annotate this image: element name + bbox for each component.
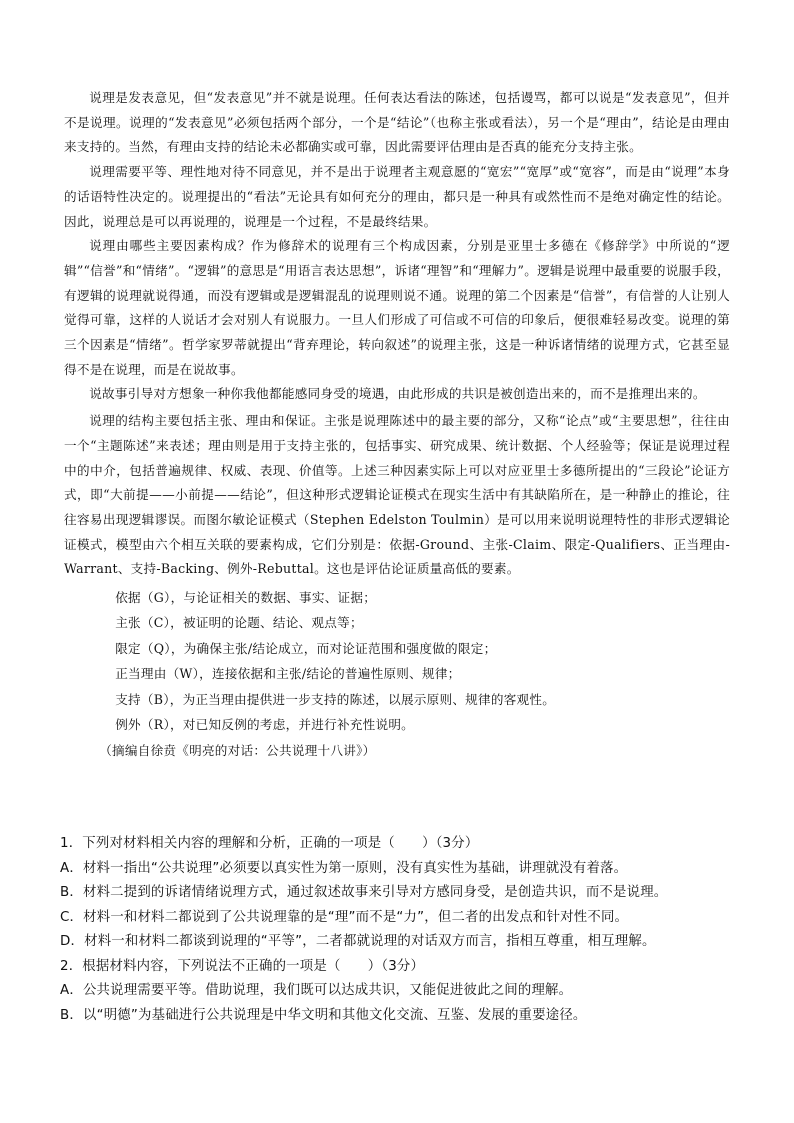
answer-option-a: A．公共说理需要平等。借助说理，我们既可以达成共识，又能促进彼此之间的理解。	[60, 983, 573, 998]
answer-option-a: A．材料一指出“公共说理”必须要以真实性为第一原则，没有真实性为基础，讲理就没有着落。	[60, 860, 628, 876]
definition-item: 依据（G），与论证相关的数据、事实、证据；	[115, 590, 377, 606]
passage-paragraph: 说理是发表意见，但“发表意见”并不就是说理。任何表达看法的陈述，包括谩骂，都可以说是“发表意见”，但并不是说理。说理的“发表意见”必须包括两个部分，一个是“结论”（也称主张或看法），另一个是“理由”，结论是由理由来支持的。当然，有理由支持的结论未必都确实或可靠，因此需要评估理由是否真的能充分支持主张。	[64, 90, 730, 155]
definition-item: 支持（B），为正当理由提供进一步支持的陈述，以展示原则、规律的客观性。	[115, 691, 556, 707]
answer-option-b: B．以“明德”为基础进行公共说理是中华文明和其他文化交流、互鉴、发展的重要途径。	[60, 1007, 587, 1023]
reading-passage	[64, 86, 730, 763]
passage-paragraph: 说理需要平等、理性地对待不同意见，并不是出于说理者主观意愿的“宽宏”“宽厚”或“宽容”，而是由“说理”本身的话语特性决定的。说理提出的“看法”无论具有如何充分的理由，都只是一种具有或然性而不是绝对确定性的结论。因此，说理总是可以再说理的，说理是一个过程，不是最终结果。	[64, 164, 730, 229]
question-section	[60, 832, 736, 1028]
question-1	[60, 832, 736, 955]
question-stem: 1．下列对材料相关内容的理解和分析，正确的一项是（ ）（3分）	[60, 836, 479, 851]
source-citation: （摘编自徐贲《明亮的对话：公共说理十八讲》）	[99, 742, 376, 758]
answer-option-c: C．材料一和材料二都说到了公共说理靠的是“理”而不是“力”，但二者的出发点和针对性不同。	[60, 909, 629, 925]
passage-paragraph: 说理的结构主要包括主张、理由和保证。主张是说理陈述中的最主要的部分，又称“论点”或“主要思想”，往往由一个“主题陈述”来表述；理由则是用于支持主张的，包括事实、研究成果、统计数据、个人经验等；保证是说理过程中的中介，包括普遍规律、权威、表现、价值等。上述三种因素实际上可以对应亚里士多德所提出的“三段论”论证方式，即“大前提——小前提——结论”，但这种形式逻辑论证模式在现实生活中有其缺陷所在，是一种静止的推论，往往容易出现逻辑谬误。而图尔敏论证模式（Stephen Edelston Toulmin）是可以用来说明说理特性的非形式逻辑论证模式，模型由六个相互关联的要素构成，它们分别是：依据-Ground、主张-Claim、限定-Qualifiers、正当理由-Warrant、支持-Backing、例外-Rebuttal。这也是评估论证质量高低的要素。	[64, 413, 730, 577]
definition-item: 正当理由（W），连接依据和主张/结论的普遍性原则、规律；	[115, 666, 461, 682]
question-2	[60, 955, 736, 1029]
definition-item: 主张（C），被证明的论题、结论、观点等；	[115, 615, 363, 631]
question-stem: 2．根据材料内容，下列说法不正确的一项是（ ）（3分）	[60, 958, 425, 974]
answer-option-d: D．材料一和材料二都谈到说理的“平等”，二者都就说理的对话双方而言，指相互尊重，相互理解。	[60, 934, 656, 949]
definition-item: 限定（Q），为确保主张/结论成立，而对论证范围和强度做的限定；	[115, 640, 497, 656]
toulmin-element-list	[64, 585, 730, 737]
passage-paragraph: 说理由哪些主要因素构成？作为修辞术的说理有三个构成因素，分别是亚里士多德在《修辞学》中所说的“逻辑”“信誉”和“情绪”。“逻辑”的意思是“用语言表达思想”，诉诸“理智”和“理解力”。逻辑是说理中最重要的说服手段，有逻辑的说理就说得通，而没有逻辑或是逻辑混乱的说理则说不通。说理的第二个因素是“信誉”，有信誉的人让别人觉得可靠，这样的人说话才会对别人有说服力。一旦人们形成了可信或不可信的印象后，便很难轻易改变。说理的第三个因素是“情绪”。哲学家罗蒂就提出“背弃理论，转向叙述”的说理主张，这是一种诉诸情绪的说理方式，它甚至显得不是在说理，而是在说故事。	[64, 238, 730, 377]
definition-item: 例外（R），对已知反例的考虑，并进行补充性说明。	[115, 717, 415, 733]
passage-paragraph: 说故事引导对方想象一种你我他都能感同身受的境遇，由此形成的共识是被创造出来的，而不是推理出来的。	[89, 386, 706, 402]
answer-option-b: B．材料二提到的诉诸情绪说理方式，通过叙述故事来引导对方感同身受，是创造共识，而不是说理。	[60, 885, 668, 900]
